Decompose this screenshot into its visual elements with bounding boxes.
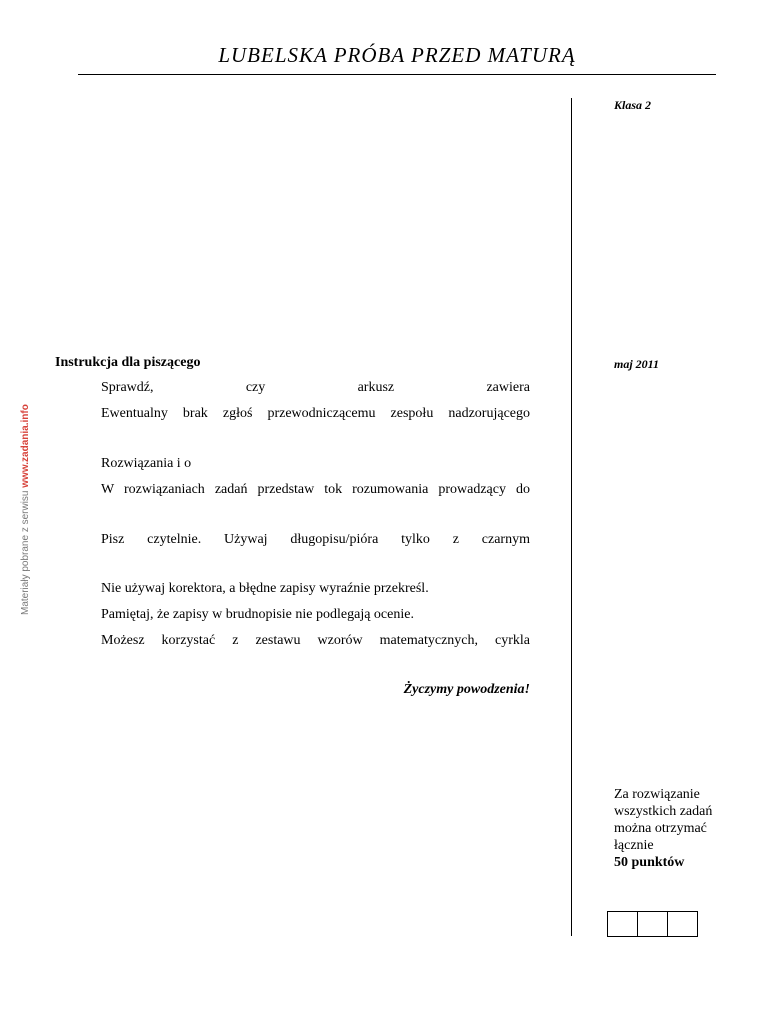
watermark-url[interactable]: www.zadania.info bbox=[20, 404, 31, 488]
column-divider bbox=[571, 98, 572, 936]
instruction-line: Pisz czytelnie. Używaj długopisu/pióra tylko z czarnym bbox=[101, 532, 530, 547]
points-line: można otrzymać bbox=[614, 821, 707, 836]
score-box[interactable] bbox=[668, 912, 697, 936]
points-total: 50 punktów bbox=[614, 855, 685, 870]
points-line: wszystkich zadań bbox=[614, 804, 713, 819]
instruction-line: Pamiętaj, że zapisy w brudnopisie nie podlegają ocenie. bbox=[101, 607, 414, 622]
score-box[interactable] bbox=[608, 912, 638, 936]
instructions-heading: Instrukcja dla piszącego bbox=[55, 355, 201, 370]
date-label: maj 2011 bbox=[614, 357, 660, 371]
instruction-line: Rozwiązania i o bbox=[101, 456, 192, 471]
instruction-line: Ewentualny brak zgłoś przewodniczącemu zespołu nadzorującego bbox=[101, 406, 530, 421]
instruction-line: Sprawdź, czy arkusz zawiera bbox=[101, 380, 530, 395]
exam-title: LUBELSKA PRÓBA PRZED MATURĄ bbox=[218, 43, 576, 67]
instruction-line: W rozwiązaniach zadań przedstaw tok rozumowania prowadzący do bbox=[101, 482, 530, 497]
points-line: Za rozwiązanie bbox=[614, 787, 700, 802]
closing-wish: Życzymy powodzenia! bbox=[403, 682, 530, 697]
instruction-line: Nie używaj korektora, a błędne zapisy wyraźnie przekreśl. bbox=[101, 581, 429, 596]
points-line: łącznie bbox=[614, 838, 654, 853]
score-boxes bbox=[607, 911, 698, 937]
instruction-line: Możesz korzystać z zestawu wzorów matematycznych, cyrkla bbox=[101, 633, 530, 648]
header-divider bbox=[78, 74, 716, 75]
watermark-prefix: Materiały pobrane z serwisu bbox=[20, 487, 31, 615]
points-info bbox=[614, 786, 734, 871]
watermark bbox=[20, 404, 31, 615]
score-box[interactable] bbox=[638, 912, 668, 936]
class-label: Klasa 2 bbox=[614, 98, 652, 112]
